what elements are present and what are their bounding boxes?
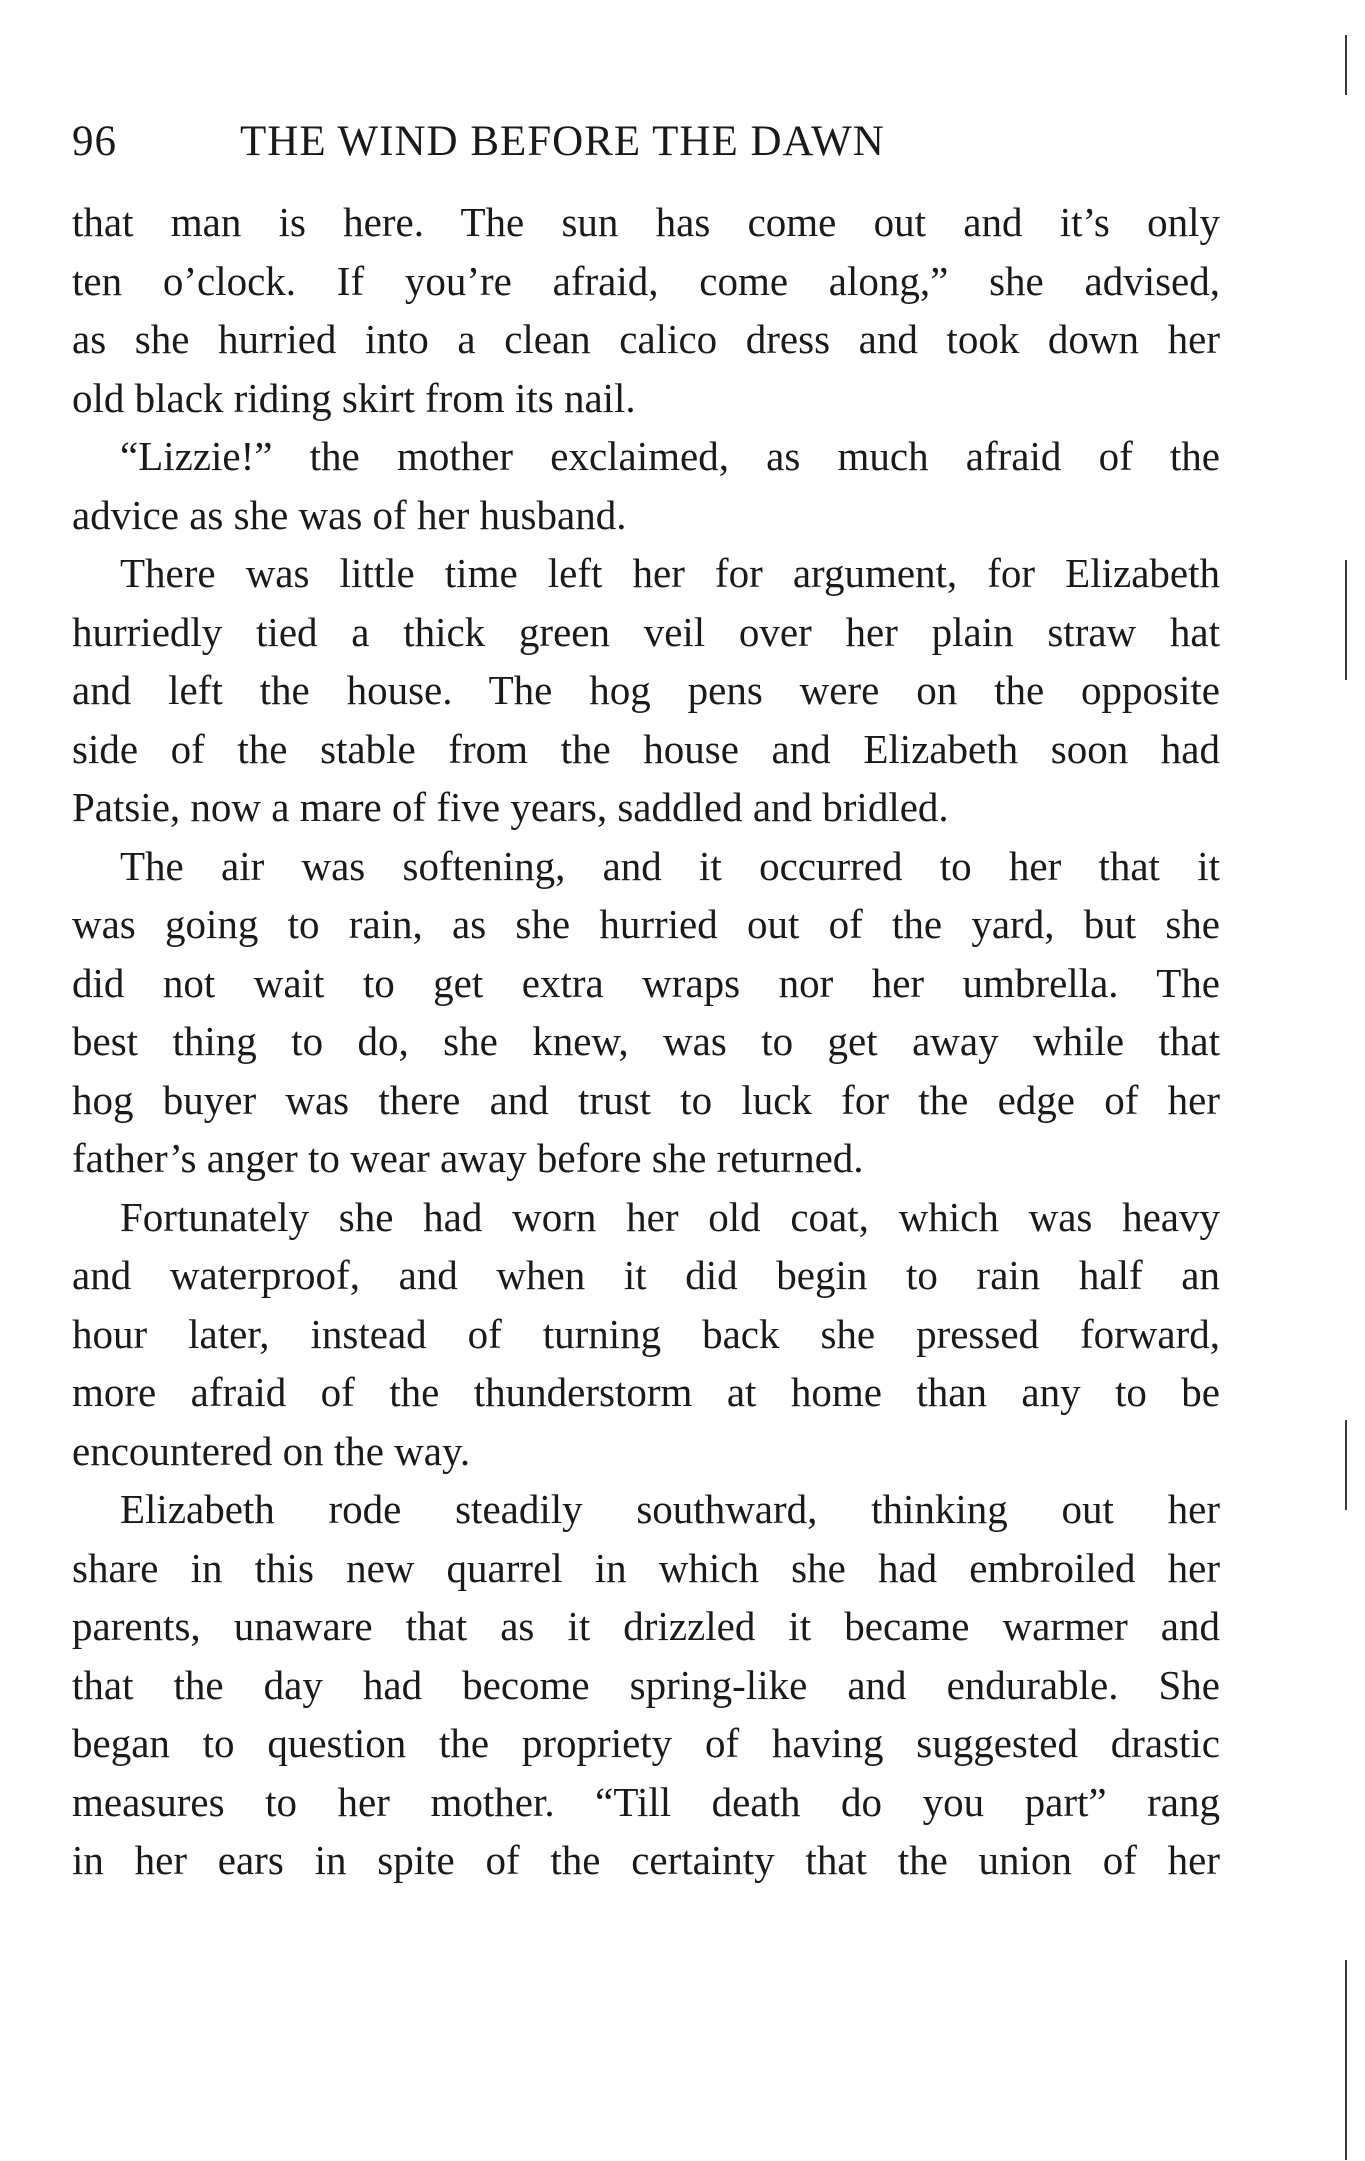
paragraph [72,544,1220,837]
text-line: Patsie, now a mare of five years, saddled and bridled. [72,784,949,830]
text-line: began to question the propriety of having suggested drastic [72,1720,1220,1766]
text-line: hog buyer was there and trust to luck for the edge of her [72,1076,1220,1123]
text-line: more afraid of the thunderstorm at home than any to be [72,1369,1220,1415]
text-line: that the day had become spring-like and endurable. She [72,1661,1220,1708]
text-line: encountered on the way. [72,1427,471,1474]
text-line: was going to rain, as she hurried out of the yard, but she [72,901,1220,947]
text-line: and waterproof, and when it did begin to rain half an [72,1252,1220,1298]
text-line: and left the house. The hog pens were on the opposite [72,667,1220,713]
text-line: Elizabeth rode steadily southward, thinking out her [120,1486,1220,1532]
text-line: old black riding skirt from its nail. [72,374,636,421]
paragraph [72,1188,1220,1481]
text-line: There was little time left her for argument, for Elizabeth [120,550,1220,596]
text-line: best thing to do, she knew, was to get away while that [72,1018,1220,1064]
text-line: measures to her mother. “Till death do you part” rang [72,1778,1220,1825]
text-line: hour later, instead of turning back she pressed forward, [72,1310,1220,1357]
scan-edge-line [1345,35,1347,95]
running-title: THE WIND BEFORE THE DAWN [240,118,885,165]
page-number: 96 [72,118,117,165]
text-line: as she hurried into a clean calico dress and took down her [72,316,1220,362]
scan-edge-line [1345,560,1347,680]
body-text [72,193,1220,1890]
text-line: in her ears in spite of the certainty that the union of her [72,1837,1220,1883]
text-line: share in this new quarrel in which she had embroiled her [72,1544,1220,1591]
scan-edge-line [1345,1960,1347,2160]
text-line: that man is here. The sun has come out and it’s only [72,199,1220,245]
paragraph [72,1480,1220,1890]
paragraph [72,193,1220,427]
running-head [72,112,1222,172]
text-line: ten o’clock. If you’re afraid, come along,” she advised, [72,257,1220,304]
text-line: did not wait to get extra wraps nor her umbrella. The [72,959,1220,1006]
text-line: “Lizzie!” the mother exclaimed, as much afraid of the [120,433,1220,479]
text-line: side of the stable from the house and Elizabeth soon had [72,725,1220,772]
text-line: advice as she was of her husband. [72,491,627,538]
text-line: parents, unaware that as it drizzled it became warmer and [72,1603,1220,1649]
text-line: father’s anger to wear away before she returned. [72,1135,864,1181]
text-line: Fortunately she had worn her old coat, which was heavy [120,1193,1220,1240]
paragraph [72,427,1220,544]
scan-edge-line [1345,1420,1347,1510]
paragraph [72,837,1220,1188]
text-line: hurriedly tied a thick green veil over her plain straw hat [72,608,1220,655]
text-line: The air was softening, and it occurred to her that it [120,842,1220,889]
